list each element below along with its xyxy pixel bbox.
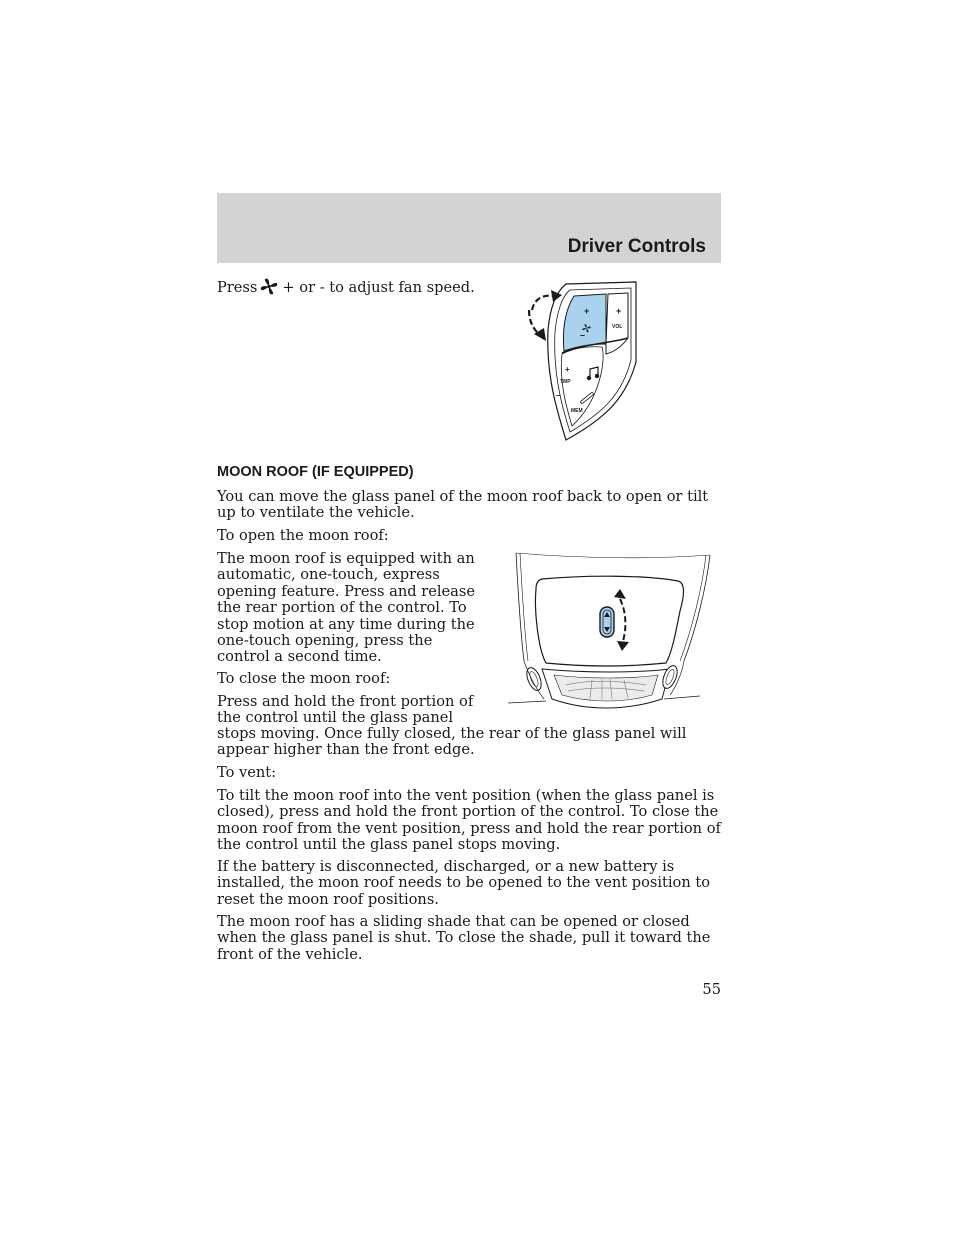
headliner-left [508,701,546,703]
open-moon-roof-label: To open the moon roof: [217,527,389,544]
rotate-arrow-lower [529,310,540,335]
fan-instruction-before: Press [217,279,258,296]
rotate-arrow-upper [532,296,554,310]
temperature-label: TMP [560,379,571,385]
console-left-edge-inner [520,553,528,661]
memory-label: MEM [571,408,583,414]
close-moon-roof-label: To close the moon roof: [217,670,391,687]
fan-instruction-after: + or - to adjust fan speed. [282,279,475,296]
fan-instruction [217,278,475,299]
vent-label: To vent: [217,764,277,781]
temperature-plus-label: + [565,365,570,374]
section-heading: MOON ROOF (IF EQUIPPED) [217,464,414,480]
console-left-edge [516,553,524,661]
console-right-edge [684,555,710,661]
moon-roof-control-figure [506,549,716,717]
close-paragraph-end: stops moving. Once fully closed, the rear of the glass panel will appear higher than the front edge. [217,725,687,759]
steering-wheel-control-figure [526,280,642,446]
volume-label: VOL [612,324,623,330]
moon-roof-intro: You can move the glass panel of the moon roof back to open or tilt up to ventilate the vehicle. [217,488,709,522]
headliner-right [664,696,700,699]
fan-minus-label: – [580,330,586,340]
page-number: 55 [702,981,721,998]
express-open-paragraph: The moon roof is equipped with an automatic, one-touch, express opening feature. Press and release the rear portion of the control. To stop motion at any time during the one-touch opening, press the control a second time. [217,550,475,666]
console-right-edge-inner [680,555,706,661]
battery-paragraph: If the battery is disconnected, discharged, or a new battery is installed, the moon roof needs to be opened to the vent position to reset the moon roof positions. [217,858,711,908]
fan-plus-label: + [584,306,590,316]
console-top-edge [516,553,710,558]
fan-icon [260,278,278,299]
vent-paragraph: To tilt the moon roof into the vent position (when the glass panel is closed), press and hold the front portion of the control. To close the moon roof from the vent position, press and hold the rear portion of the control until the glass panel stops moving. [217,787,721,854]
header-band [217,193,721,263]
page-title: Driver Controls [567,236,706,257]
shade-paragraph: The moon roof has a sliding shade that can be opened or closed when the glass panel is shut. To close the shade, pull it toward the front of the vehicle. [217,913,711,963]
temperature-minus-label: – [556,391,561,400]
close-paragraph-start: Press and hold the front portion of the control until the glass panel [217,693,474,727]
volume-minus-label: – [609,336,615,346]
volume-plus-label: + [616,306,622,316]
moon-roof-switch[interactable] [600,607,614,637]
